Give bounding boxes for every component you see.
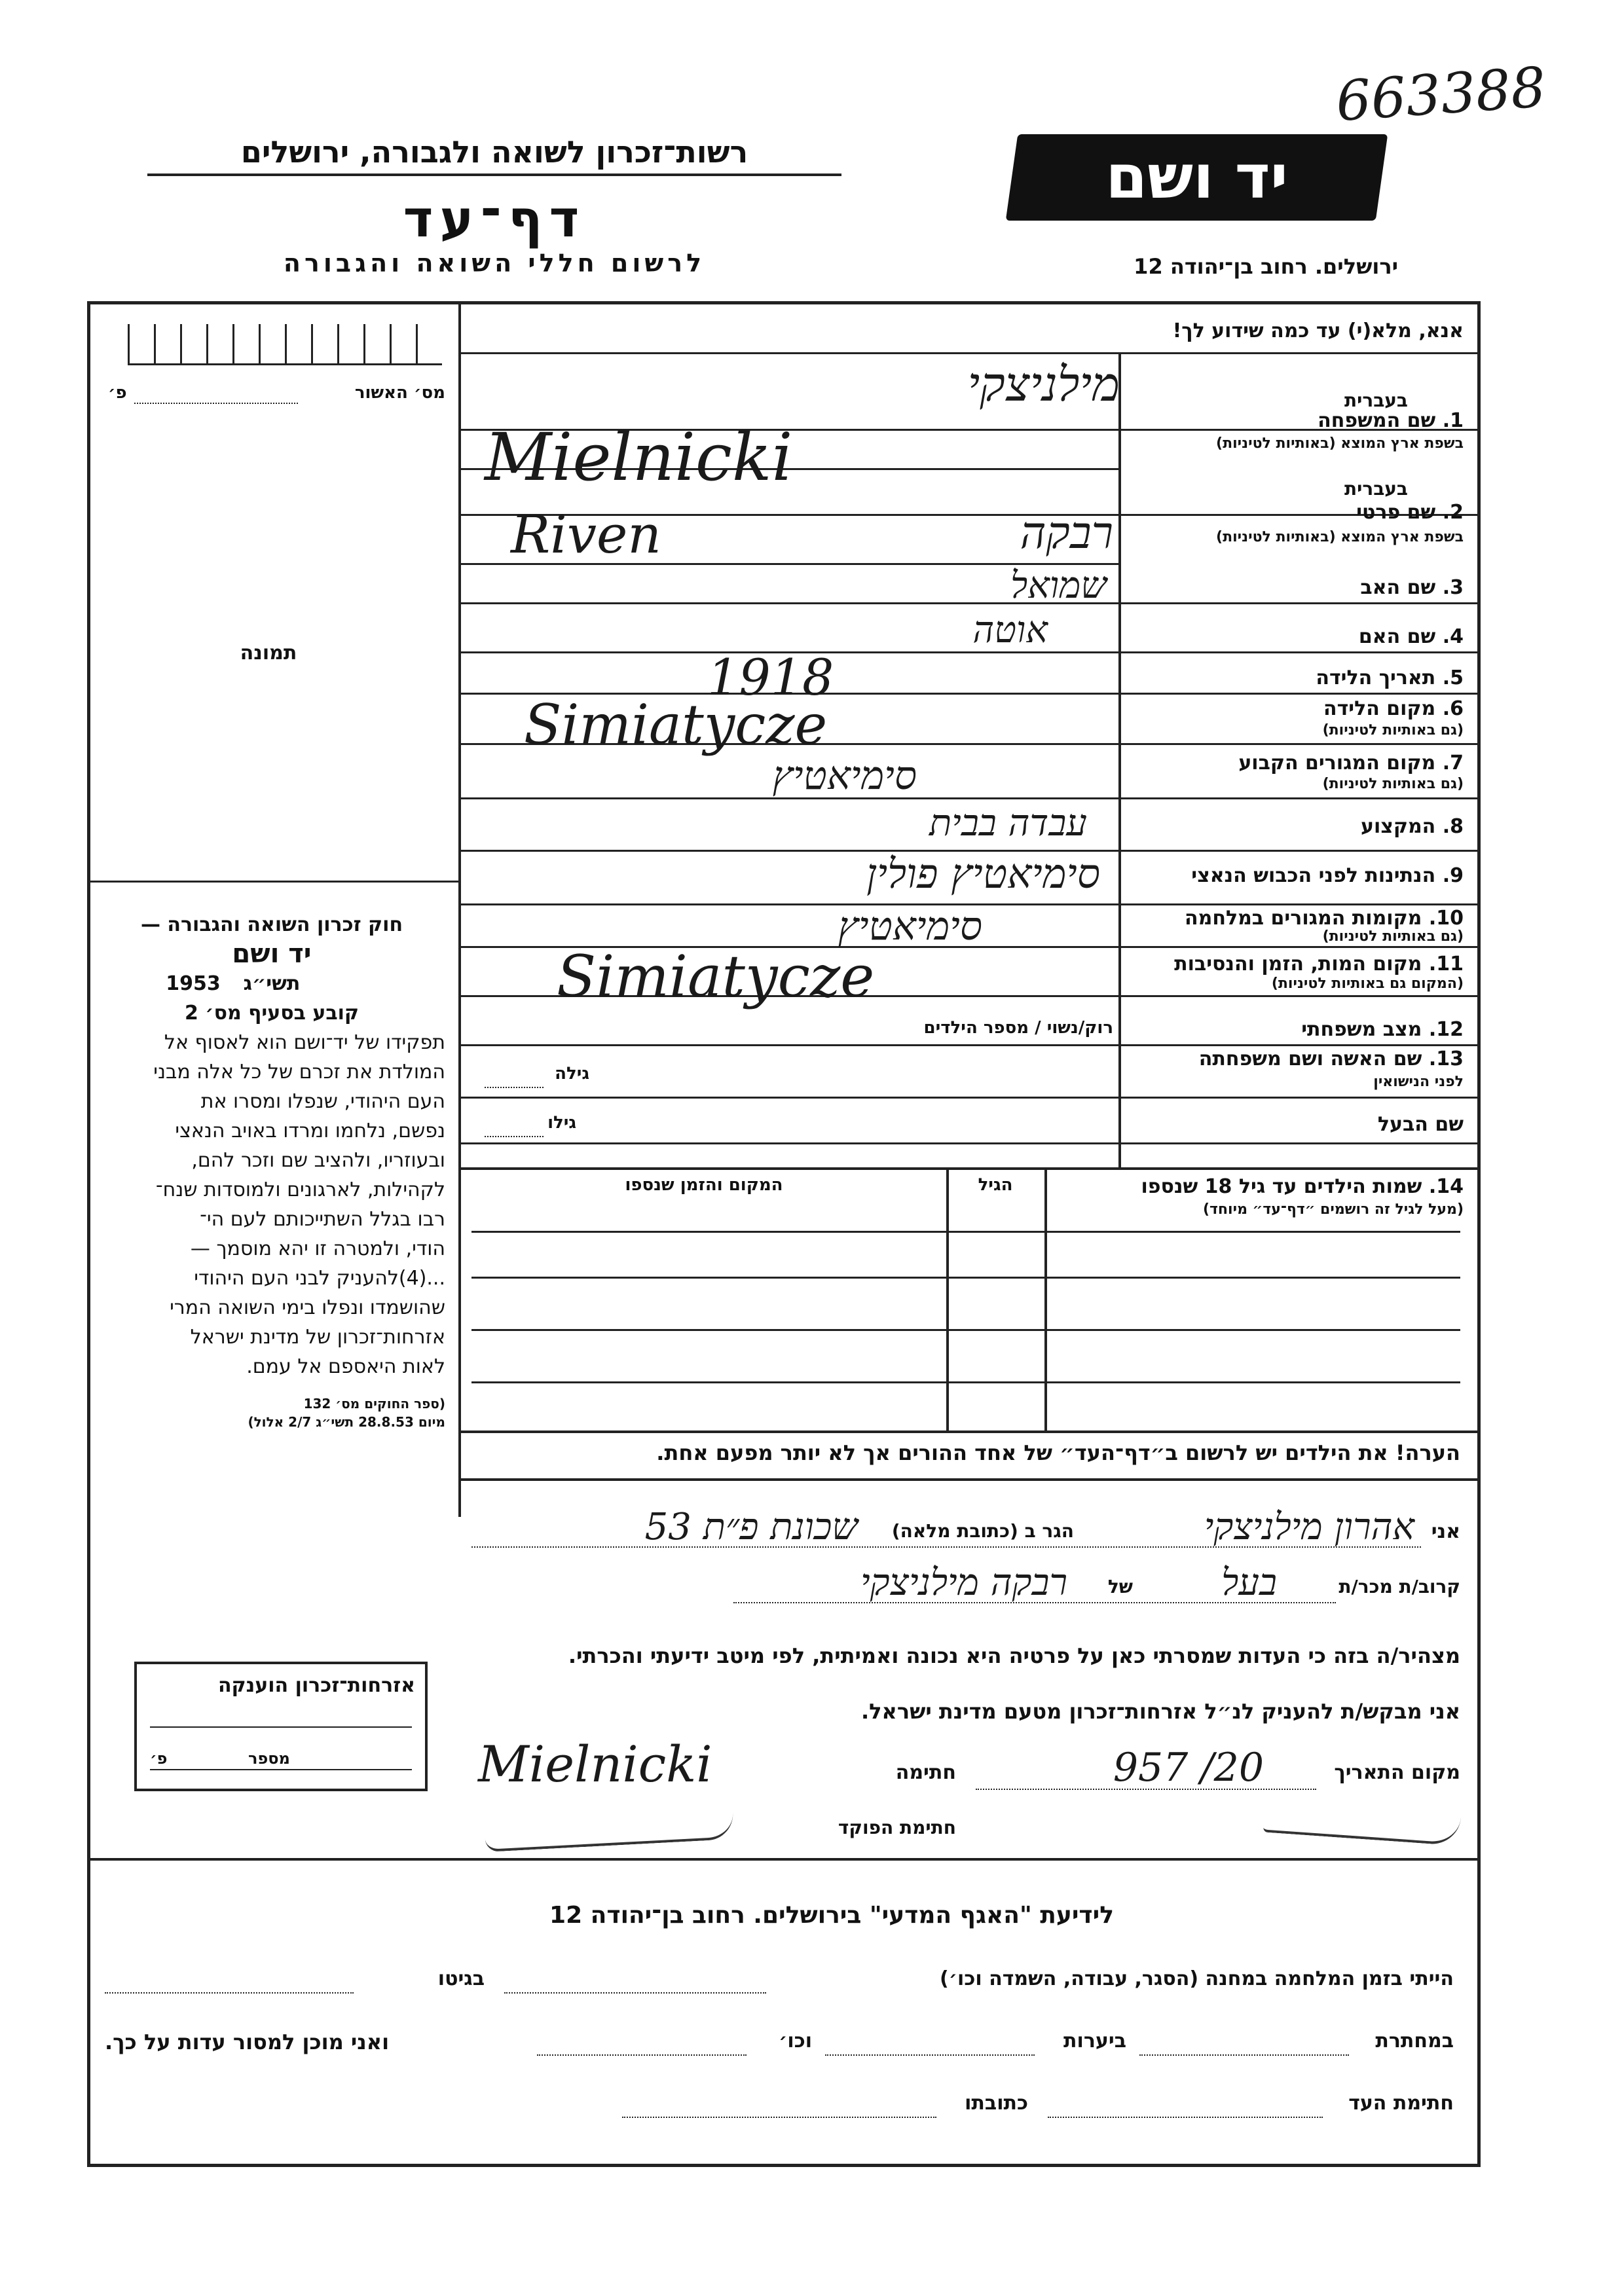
row-line <box>458 352 1477 354</box>
law-line: רבו בגלל השתייכותם לעם הי־ <box>200 1208 445 1231</box>
form-title: דף־עד <box>403 190 586 249</box>
field-6-label-text: מקום הלידה <box>1323 697 1436 720</box>
label-column-divider <box>1118 354 1121 1169</box>
note-text: הערה! את הילדים יש לרשום ב״דף־העד״ של אחד ההורים אך לא יותר מפעם אחת. <box>656 1440 1460 1465</box>
law-line: לקהילות, לארגונים ולמוסדות שנח־ <box>155 1178 445 1201</box>
row-line <box>458 651 1477 653</box>
field-6-number: 6. <box>1442 697 1464 720</box>
approval-suffix: פ׳ <box>108 383 127 403</box>
footer-address-label: כתובתו <box>965 2092 1028 2115</box>
decl-name-value[interactable]: אהרון מילניצקי <box>1204 1506 1414 1548</box>
archive-number: 663388 <box>1333 54 1548 134</box>
children-row-line <box>471 1277 1460 1279</box>
field-4-label <box>1359 625 1464 648</box>
field-9-label-text: הנתינות לפני הכבוש הנאצי <box>1191 864 1436 887</box>
decl-signature-label: חתימה <box>895 1761 956 1784</box>
field-10-number: 10. <box>1428 907 1464 930</box>
form-subtitle: לרשום חללי השואה והגבורה <box>283 249 706 278</box>
decl-date-value[interactable]: 20/ 957 <box>1113 1745 1264 1791</box>
field-7-value[interactable]: סימיאטיץ <box>772 753 917 799</box>
field-9-label <box>1191 864 1464 887</box>
row-line <box>458 1044 1477 1046</box>
field-8-value[interactable]: עבדה בבית <box>929 802 1087 845</box>
law-year-hebrew: תשי״ג <box>243 972 301 995</box>
decl-statement-2: אני מבקש/ת להעניק לנ״ל אזרחות־זכרון מטעם מדינת ישראל. <box>861 1699 1460 1724</box>
decl-of-label: של <box>1107 1576 1133 1597</box>
field-11-hint: (המקום גם באותיות לטיניות) <box>1271 975 1464 992</box>
field-13-number: 13. <box>1428 1048 1464 1070</box>
footer-underground-field[interactable] <box>1139 2054 1349 2056</box>
yad-vashem-logo <box>1006 134 1388 221</box>
field-1-hint: בשפת ארץ המוצא (באותיות לטיניות) <box>1216 435 1464 452</box>
field-4-number: 4. <box>1442 625 1464 648</box>
law-year: 1953 <box>166 972 221 995</box>
children-col-divider <box>946 1167 949 1432</box>
field-1-sublabel: בעברית <box>1344 390 1408 411</box>
field-3-number: 3. <box>1442 576 1464 599</box>
field-10-label-text: מקומות המגורים במלחמה <box>1185 907 1422 930</box>
field-10-value[interactable]: סימיאטיץ <box>838 903 982 949</box>
field-11-value[interactable]: Simiatycze <box>557 943 875 1010</box>
institution-name: רשות־זכרון לשואה ולגבורה, ירושלים <box>147 134 841 176</box>
field-2-hint: בשפת ארץ המוצא (באותיות לטיניות) <box>1216 529 1464 545</box>
children-col-divider <box>1044 1167 1047 1432</box>
field-2-value-latin[interactable]: Riven <box>511 504 661 565</box>
field-2-sublabel: בעברית <box>1344 478 1408 500</box>
field-10-hint: (גם באותיות לטיניות) <box>1322 928 1464 945</box>
field-2-number: 2. <box>1442 501 1464 524</box>
children-hint: (מעל לגיל זה רושמים ״דף־עד״ מיוחד) <box>1202 1201 1464 1218</box>
field-1-label <box>1318 409 1464 432</box>
decl-place-date-label: מקום התאריך <box>1334 1761 1460 1784</box>
law-line: העם היהודי, שנפלו ומסרו את <box>200 1090 445 1113</box>
field-6-hint: (גם באותיות לטיניות) <box>1322 722 1464 738</box>
law-line: אזרחות־זכרון של מדינת ישראל <box>190 1326 445 1349</box>
field-13-age-label: גילה <box>555 1064 589 1084</box>
footer-line-2 <box>105 2030 1454 2062</box>
note-top <box>458 1430 1477 1433</box>
children-number: 14. <box>1428 1175 1464 1198</box>
footer-witness-signature-field[interactable] <box>1048 2117 1323 2118</box>
field-8-label <box>1361 815 1464 838</box>
law-name: יד ושם <box>232 939 312 969</box>
law-title: חוק זכרון השואה והגבורה — <box>140 913 403 936</box>
field-5-value[interactable]: 1918 <box>707 648 834 706</box>
field-7-hint: (גם באותיות לטיניות) <box>1322 776 1464 792</box>
field-7-number: 7. <box>1442 752 1464 774</box>
footer-camp-label: הייתי בזמן המלחמה במחנה (הסגר, עבודה, השמדה וכו׳) <box>940 1967 1454 1990</box>
husband-label: שם הבעל <box>1377 1113 1464 1136</box>
citizenship-box <box>134 1662 428 1791</box>
law-line: ובעוזריו, ולהציב שם וזכר להם, <box>191 1149 445 1172</box>
field-13-age-input[interactable] <box>485 1087 544 1088</box>
declaration-line-2 <box>471 1561 1460 1607</box>
photo-label: תמונה <box>240 642 297 665</box>
clerk-signature-mark[interactable] <box>1263 1804 1461 1846</box>
footer-line-1 <box>105 1967 1454 2000</box>
field-6-label <box>1323 697 1464 720</box>
law-line: שהושמדו ונפלו בימי השואה המרי <box>170 1296 445 1319</box>
footer-forests-field[interactable] <box>825 2054 1035 2056</box>
field-1-label-text: שם המשפחה <box>1318 409 1436 432</box>
footer-ready-label: ואני מוכן למסור עדות על כך. <box>105 2030 390 2054</box>
children-col-place: המקום והזמן שנספו <box>625 1175 783 1195</box>
footer-address-field[interactable] <box>622 2117 936 2118</box>
footer-heading: לידיעת "האגף המדעי" בירושלים. רחוב בן־יהודה 12 <box>549 1902 1114 1929</box>
footer-etc-field[interactable] <box>537 2054 747 2056</box>
bottom-divider <box>87 1858 1477 1861</box>
decl-address-value[interactable]: שכונת פ״ת 53 <box>644 1506 858 1548</box>
sidebar-divider <box>458 302 461 1517</box>
citizenship-number-field[interactable] <box>150 1769 412 1770</box>
declaration-signature-row <box>471 1735 1460 1794</box>
field-12-label <box>1301 1018 1464 1041</box>
footer-underground-label: במחתרת <box>1375 2030 1454 2052</box>
citizenship-line[interactable] <box>150 1726 412 1728</box>
declaration-clerk-row <box>471 1804 1460 1850</box>
footer-ghetto-field[interactable] <box>105 1992 354 1994</box>
footer-etc-label: וכו׳ <box>779 2030 812 2052</box>
children-title-text: שמות הילדים עד גיל 18 שנספו <box>1141 1175 1422 1198</box>
decl-statement-1: מצהיר/ה בזה כי העדות שמסרתי כאן על פרטיה היא נכונה ואמיתית, לפי מיטב ידיעתי והכרתי. <box>568 1643 1460 1668</box>
decl-line-underline <box>733 1602 1336 1603</box>
decl-clerk-label: חתימת הפוקד <box>838 1817 956 1838</box>
law-line: לאות היאספם אל עמם. <box>246 1355 445 1378</box>
children-row-line <box>471 1231 1460 1233</box>
decl-relation-value[interactable]: בעל <box>1221 1561 1277 1604</box>
field-3-label <box>1360 576 1464 599</box>
footer-ghetto-label: בגיטו <box>437 1967 485 1990</box>
children-top <box>458 1167 1477 1170</box>
field-8-label-text: המקצוע <box>1360 815 1436 838</box>
field-7-label <box>1238 752 1464 774</box>
logo-text: יד ושם <box>1105 142 1288 212</box>
field-3-value[interactable]: שמואל <box>1010 564 1107 607</box>
approval-label: מס׳ האשור <box>354 383 445 403</box>
field-13-label-text: שם האשה ושם משפחתה <box>1198 1048 1422 1070</box>
law-clause: קובע בסעיף מס׳ 2 <box>184 1002 360 1025</box>
field-11-number: 11. <box>1428 953 1464 975</box>
field-12-label-text: מצב משפחתי <box>1301 1018 1422 1041</box>
field-2-label <box>1356 501 1464 524</box>
instruction: אנא, מלא(י) עד כמה שידוע לך! <box>1172 319 1464 342</box>
children-col-age: הגיל <box>978 1175 1013 1195</box>
field-1-value-latin[interactable]: Mielnicki <box>485 419 793 496</box>
field-3-label-text: שם האב <box>1360 576 1436 599</box>
husband-age-input[interactable] <box>485 1136 544 1137</box>
law-quote <box>98 910 445 1431</box>
footer-witness-signature-label: חתימת העד <box>1348 2092 1454 2115</box>
row-line <box>458 1142 1477 1144</box>
law-source: (ספר החוקים מס׳ 132 <box>303 1396 445 1412</box>
children-row-line <box>471 1381 1460 1383</box>
decl-relative-label: קרוב/ת מכר/ת <box>1338 1576 1460 1597</box>
law-line: הודי, ולמטרה זו יהא מוסמך — <box>190 1237 445 1260</box>
decl-signature-value[interactable]: Mielnicki <box>478 1735 712 1793</box>
clerk-signature-mark[interactable] <box>484 1800 735 1852</box>
declaration-line-1 <box>471 1506 1460 1552</box>
law-line: המולדת את זכרם של כל אלה מבני <box>153 1061 445 1084</box>
footer-camp-field[interactable] <box>504 1992 766 1994</box>
law-line: ...(4)להעניק לבני העם היהודי <box>194 1267 445 1290</box>
citizenship-number-label: מספר <box>248 1749 290 1768</box>
citizenship-box-title: אזרחות־זכרון הוענקה <box>217 1674 415 1697</box>
field-1-value-hebrew[interactable]: מילניצקי <box>967 357 1120 412</box>
decl-i-label: אני <box>1431 1520 1460 1543</box>
note-bottom <box>458 1478 1477 1481</box>
approval-row <box>108 383 445 409</box>
row-line <box>458 797 1477 799</box>
husband-age-label: גילו <box>547 1113 576 1133</box>
children-row-line <box>471 1329 1460 1331</box>
field-1-number: 1. <box>1442 409 1464 432</box>
footer-forests-label: ביערות <box>1063 2030 1126 2052</box>
row-line <box>458 1097 1477 1099</box>
field-11-label-text: מקום המות, הזמן והנסיבות <box>1174 953 1422 975</box>
law-line: נפשם, נלחמו ומרדו באויב הנאצי <box>175 1120 445 1142</box>
field-8-number: 8. <box>1442 815 1464 838</box>
law-line: תפקידו של יד־ושם הוא לאסוף אל <box>164 1031 445 1054</box>
field-5-label-text: תאריך הלידה <box>1316 666 1436 689</box>
field-12-options[interactable]: רוק/נשוי / מספר הילדים <box>923 1018 1113 1038</box>
photo-area-bottom <box>88 881 458 883</box>
decl-resides-label: הגר ב (כתובת מלאה) <box>891 1520 1074 1542</box>
decl-date-underline <box>976 1789 1316 1790</box>
footer-line-3 <box>105 2092 1454 2124</box>
field-13-label <box>1199 1048 1464 1070</box>
field-9-number: 9. <box>1442 864 1464 887</box>
field-13-hint: לפני הנישואין <box>1373 1074 1464 1090</box>
approval-field[interactable] <box>134 403 298 404</box>
field-5-number: 5. <box>1442 666 1464 689</box>
field-9-value[interactable]: סימיאטיץ פולין <box>866 850 1100 898</box>
field-7-label-text: מקום המגורים הקבוע <box>1238 752 1436 774</box>
children-title <box>1141 1175 1464 1198</box>
citizenship-prefix: פ׳ <box>150 1749 168 1768</box>
field-2-value-hebrew[interactable]: רבקה <box>1020 507 1113 559</box>
field-12-number: 12. <box>1428 1018 1464 1041</box>
address: ירושלים. רחוב בן־יהודה 12 <box>1134 254 1398 279</box>
decl-of-value[interactable]: רבקה מילניצקי <box>860 1561 1067 1604</box>
decl-line-underline <box>471 1546 1421 1548</box>
field-2-label-text: שם פרטי <box>1356 501 1436 524</box>
field-11-label <box>1174 953 1464 975</box>
field-4-label-text: שם האם <box>1358 625 1436 648</box>
approval-number-boxes <box>128 324 442 365</box>
field-6-value[interactable]: Simiatycze <box>524 693 828 757</box>
field-5-label <box>1316 666 1464 689</box>
field-4-value[interactable]: אוטה <box>972 609 1048 651</box>
field-10-label <box>1185 907 1464 930</box>
law-source: מיום 28.8.53 תשי״ג 2/7 אלול) <box>248 1414 445 1430</box>
